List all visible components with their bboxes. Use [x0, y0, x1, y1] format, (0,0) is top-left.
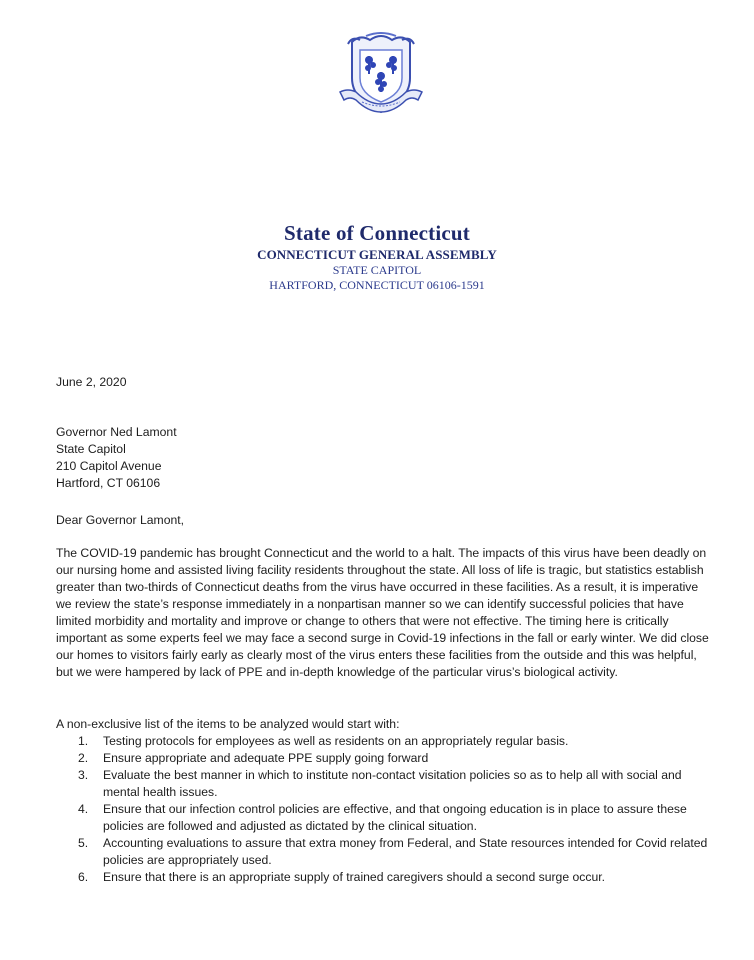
letterhead — [0, 220, 754, 293]
list-item-text: Accounting evaluations to assure that extra money from Federal, and State resources intended for Covid related policies are appropriately used. — [103, 836, 708, 867]
recipient-line-4: Hartford, CT 06106 — [56, 476, 161, 490]
list-item-text: Ensure that there is an appropriate supply of trained caregivers should a second surge occur. — [103, 870, 606, 884]
list-item-text: Testing protocols for employees as well as residents on an appropriately regular basis. — [103, 734, 569, 748]
list-item-number: 3. — [78, 768, 89, 782]
letter-date: June 2, 2020 — [56, 375, 127, 389]
letterhead-city: HARTFORD, CONNECTICUT 06106-1591 — [269, 278, 485, 292]
recipient-address — [56, 424, 716, 492]
salutation: Dear Governor Lamont, — [56, 513, 185, 527]
list-item-number: 6. — [78, 870, 89, 884]
list-item-number: 4. — [78, 802, 89, 816]
list-item — [56, 733, 716, 750]
letterhead-capitol: STATE CAPITOL — [332, 263, 422, 277]
connecticut-state-seal-icon — [338, 30, 424, 122]
letterhead-assembly: CONNECTICUT GENERAL ASSEMBLY — [257, 247, 497, 262]
list-item-number: 5. — [78, 836, 89, 850]
list-item — [56, 750, 716, 767]
list-intro: A non-exclusive list of the items to be analyzed would start with: — [56, 717, 400, 731]
body-paragraph — [56, 545, 716, 681]
recipient-name: Governor Ned Lamont — [56, 425, 177, 439]
list-item-text: Ensure that our infection control policies are effective, and that ongoing education is in place to assure these policies are followed and adjusted as dictated by the clinical situation. — [103, 802, 687, 833]
list-item — [56, 767, 716, 801]
letterhead-title: State of Connecticut — [284, 221, 470, 245]
recipient-line-2: State Capitol — [56, 442, 126, 456]
analysis-items-list — [56, 733, 716, 886]
list-item — [56, 801, 716, 835]
list-item-text: Evaluate the best manner in which to institute non-contact visitation policies so as to help all with social and mental health issues. — [103, 768, 682, 799]
list-item-number: 2. — [78, 751, 89, 765]
list-item-number: 1. — [78, 734, 89, 748]
list-item — [56, 869, 716, 886]
list-item-text: Ensure appropriate and adequate PPE supply going forward — [103, 751, 429, 765]
list-item — [56, 835, 716, 869]
recipient-line-3: 210 Capitol Avenue — [56, 459, 162, 473]
body-paragraph-text: The COVID-19 pandemic has brought Connecticut and the world to a halt. The impacts of this virus have been deadly on our nursing home and assisted living facility residents throughout the state. All loss of life is tragic, but statistics establish greater than two-thirds of Connecticut deaths from the virus have occurred in these facilities. As a result, it is imperative we review the state’s response immediately in a nonpartisan manner so we can identify successful policies that have limited morbidity and mortality and improve or change to others that were not effective. The timing here is critically important as some experts feel we may face a second surge in Covid-19 infections in the fall or early winter. We did close our homes to visitors fairly early as clearly most of the virus enters these facilities from the outside and this was helpful, but we were hampered by lack of PPE and in-depth knowledge of the particular virus’s biological activity. — [56, 546, 709, 679]
